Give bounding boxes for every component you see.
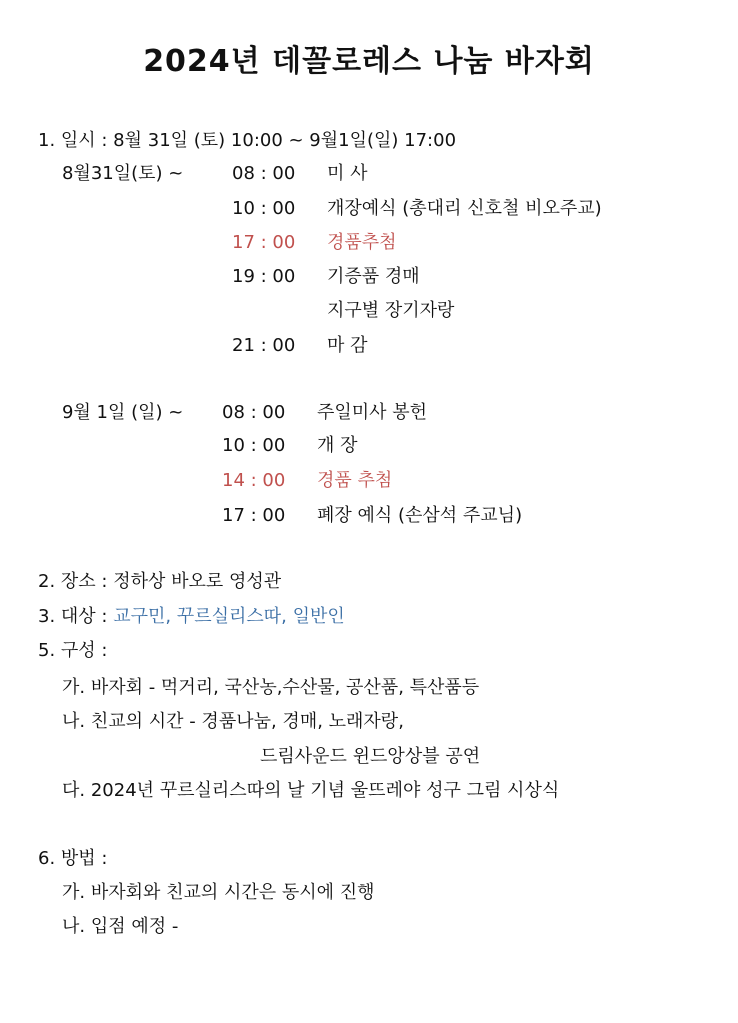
day1-label: 8월31일(토) ~ (62, 163, 184, 184)
schedule-heading: 1. 일시 : 8월 31일 (토) 10:00 ~ 9월1일(일) 17:00 (38, 130, 457, 151)
method-item: 나. 입점 예정 - (62, 916, 179, 937)
day1-time: 21 : 00 (232, 335, 296, 356)
venue-value: 정하상 바오로 영성관 (113, 571, 282, 592)
day2-event: 개 장 (317, 435, 358, 456)
day1-time: 08 : 00 (232, 163, 296, 184)
day1-time: 19 : 00 (232, 266, 296, 287)
composition-item: 드림사운드 윈드앙상블 공연 (260, 746, 481, 767)
audience-row (38, 606, 345, 628)
day2-event: 주일미사 봉헌 (317, 402, 428, 423)
day2-event: 경품 추첨 (317, 470, 393, 491)
day1-event: 미 사 (327, 163, 368, 184)
day2-time: 10 : 00 (222, 435, 286, 456)
day2-time: 08 : 00 (222, 402, 286, 423)
day2-time: 14 : 00 (222, 470, 286, 491)
day1-event: 경품추첨 (327, 232, 397, 253)
document-title: 2024년 데꼴로레스 나눔 바자회 (143, 44, 595, 79)
venue-row (38, 571, 281, 593)
day2-event: 폐장 예식 (손삼석 주교님) (317, 505, 523, 526)
composition-item: 나. 친교의 시간 - 경품나눔, 경매, 노래자랑, (62, 711, 404, 732)
day1-event: 마 감 (327, 335, 368, 356)
day2-time: 17 : 00 (222, 505, 286, 526)
composition-item: 가. 바자회 - 먹거리, 국산농,수산물, 공산품, 특산품등 (62, 677, 480, 698)
day1-event: 기증품 경매 (327, 266, 420, 287)
venue-label: 2. 장소 : (38, 571, 108, 592)
day1-time: 17 : 00 (232, 232, 296, 253)
day1-event: 개장예식 (총대리 신호철 비오주교) (327, 198, 602, 219)
method-item: 가. 바자회와 친교의 시간은 동시에 진행 (62, 882, 375, 903)
audience-label: 3. 대상 : (38, 606, 108, 627)
method-label: 6. 방법 : (38, 848, 108, 869)
composition-item: 다. 2024년 꾸르실리스따의 날 기념 울뜨레야 성구 그림 시상식 (62, 780, 560, 801)
day1-event: 지구별 장기자랑 (327, 300, 455, 321)
audience-value: 교구민, 꾸르실리스따, 일반인 (113, 606, 345, 627)
day1-time: 10 : 00 (232, 198, 296, 219)
day2-label: 9월 1일 (일) ~ (62, 402, 184, 423)
composition-label: 5. 구성 : (38, 640, 108, 661)
